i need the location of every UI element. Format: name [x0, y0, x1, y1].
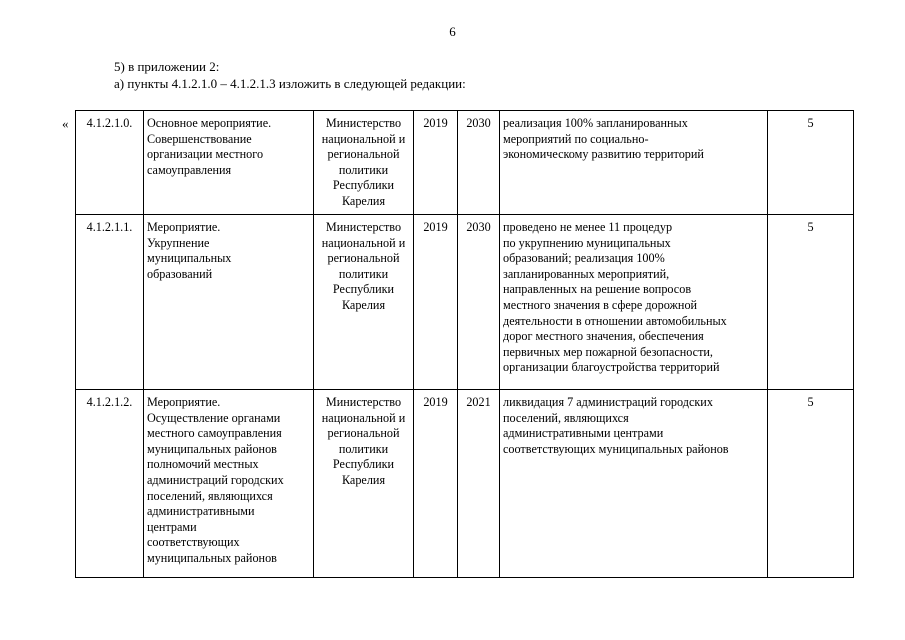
opening-quote-mark: « — [62, 116, 69, 131]
expected-result: проведено не менее 11 процедур по укрупнению муниципальных образований; реализация 100% запланированных мероприятий, направленных на решение вопросов местного значения в сфере дорожной деятельности в отношении автомобильных дорог местного значения, обеспечения первичных мер пожарной безопасности, организации благоустройства территорий — [500, 215, 768, 390]
item-code: 4.1.2.1.0. — [76, 111, 144, 215]
indicator-link: 5 — [768, 215, 854, 390]
end-year: 2021 — [458, 390, 500, 578]
intro-line-1: 5) в приложении 2: — [114, 59, 220, 74]
table-row — [76, 390, 854, 578]
item-code: 4.1.2.1.1. — [76, 215, 144, 390]
start-year: 2019 — [414, 111, 458, 215]
end-year: 2030 — [458, 215, 500, 390]
expected-result: реализация 100% запланированных мероприятий по социально- экономическому развитию территорий — [500, 111, 768, 215]
responsible-org: Министерство национальной и региональной политики Республики Карелия — [314, 111, 414, 215]
indicator-link: 5 — [768, 111, 854, 215]
end-year: 2030 — [458, 111, 500, 215]
item-code: 4.1.2.1.2. — [76, 390, 144, 578]
measures-table — [75, 110, 854, 578]
table-row — [76, 215, 854, 390]
start-year: 2019 — [414, 390, 458, 578]
intro-line-2: а) пункты 4.1.2.1.0 – 4.1.2.1.3 изложить в следующей редакции: — [114, 76, 466, 91]
responsible-org: Министерство национальной и региональной политики Республики Карелия — [314, 390, 414, 578]
expected-result: ликвидация 7 администраций городских поселений, являющихся административными центрами соответствующих муниципальных районов — [500, 390, 768, 578]
responsible-org: Министерство национальной и региональной политики Республики Карелия — [314, 215, 414, 390]
page-number: 6 — [449, 24, 456, 39]
item-name: Мероприятие. Осуществление органами местного самоуправления муниципальных районов полномочий местных администраций городских поселений, являющихся административными центрами соответствующих муниципальных районов — [144, 390, 314, 578]
table-row — [76, 111, 854, 215]
item-name: Основное мероприятие. Совершенствование организации местного самоуправления — [144, 111, 314, 215]
indicator-link: 5 — [768, 390, 854, 578]
start-year: 2019 — [414, 215, 458, 390]
item-name: Мероприятие. Укрупнение муниципальных образований — [144, 215, 314, 390]
